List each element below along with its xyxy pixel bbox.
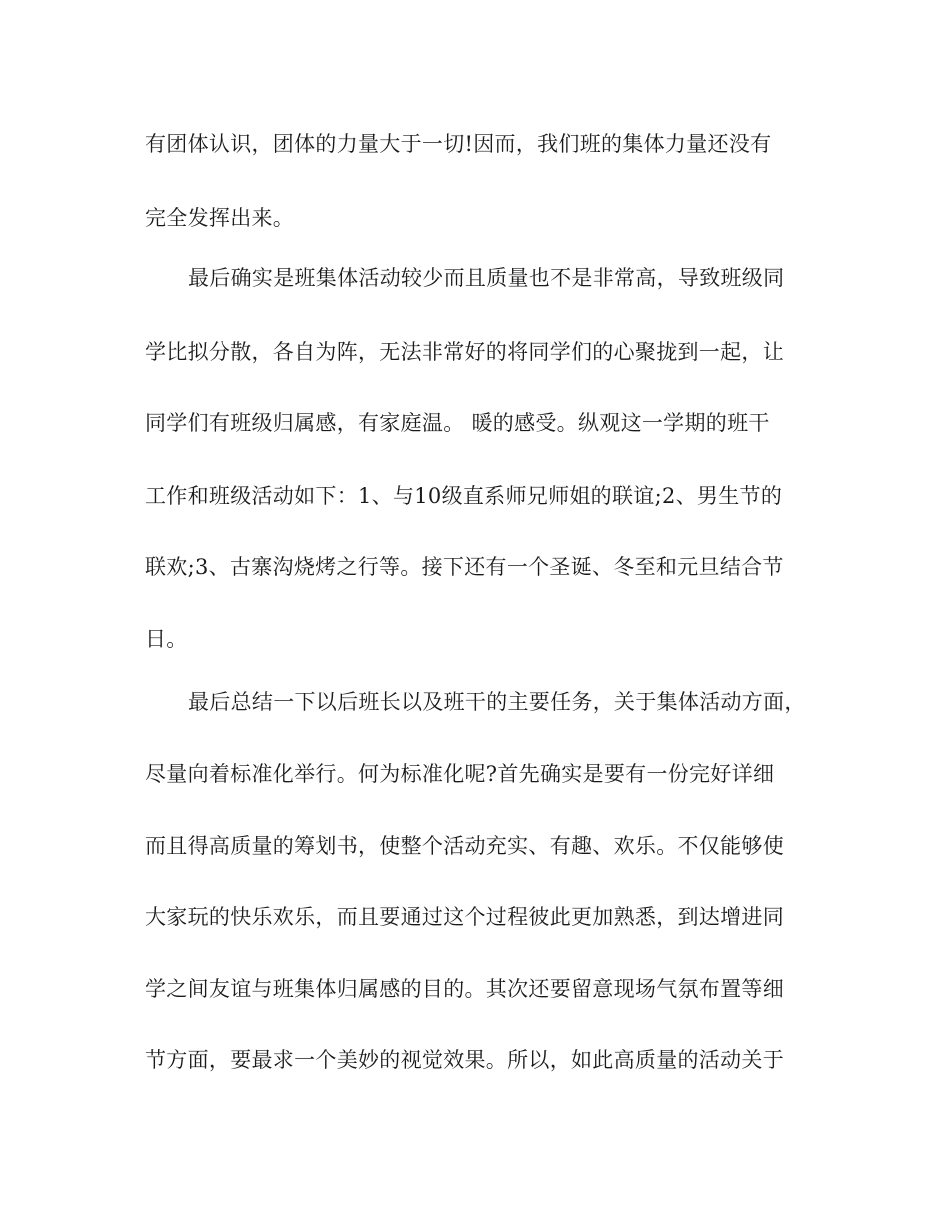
text-line-5: 同学们有班级归属感，有家庭温。 暖的感受。纵观这一学期的班干 <box>145 411 770 435</box>
text-line-8: 日。 <box>145 627 188 651</box>
text-line-10: 尽量向着标准化举行。何为标准化呢?首先确实是要有一份完好详细 <box>145 762 775 786</box>
text-line-7: 联欢;3、古寨沟烧烤之行等。接下还有一个圣诞、冬至和元旦结合节 <box>145 555 784 579</box>
paragraph-start-line-3: 最后确实是班集体活动较少而且质量也不是非常高，导致班级同 <box>188 266 785 290</box>
text-line-12: 大家玩的快乐欢乐，而且要通过这个过程彼此更加熟悉，到达增进同 <box>145 905 784 929</box>
paragraph-start-line-9: 最后总结一下以后班长以及班干的主要任务，关于集体活动方面， <box>188 690 806 714</box>
text-line-11: 而且得高质量的筹划书，使整个活动充实、有趣、欢乐。不仅能够使 <box>145 834 784 858</box>
text-line-1: 有团体认识，团体的力量大于一切!因而，我们班的集体力量还没有 <box>145 132 772 156</box>
text-line-13: 学之间友谊与班集体归属感的目的。其次还要留意现场气氛布置等细 <box>145 977 784 1001</box>
text-line-6: 工作和班级活动如下：1、与10级直系师兄师姐的联谊;2、男生节的 <box>145 484 783 508</box>
text-line-4: 学比拟分散，各自为阵，无法非常好的将同学们的心聚拢到一起，让 <box>145 340 784 364</box>
text-line-14: 节方面，要最求一个美妙的视觉效果。所以，如此高质量的活动关于 <box>145 1048 784 1072</box>
text-line-2: 完全发挥出来。 <box>145 206 295 230</box>
